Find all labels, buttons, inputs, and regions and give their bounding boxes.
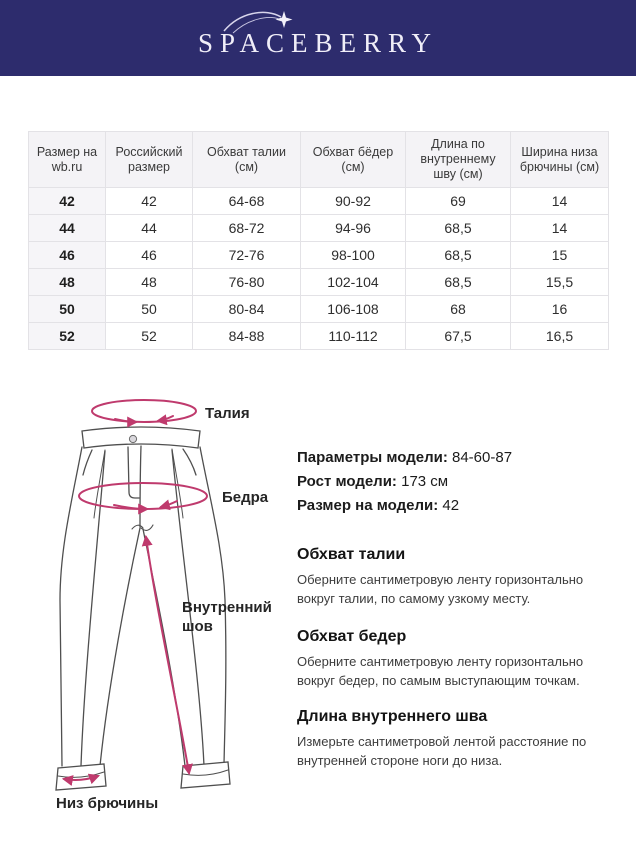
cell-wb-size: 50 [29, 296, 106, 323]
model-params-label: Параметры модели: [297, 449, 448, 466]
table-row [29, 296, 609, 323]
cell-hem-width: 15,5 [511, 269, 609, 296]
table-row [29, 269, 609, 296]
section-title: Обхват талии [297, 546, 406, 563]
inseam-instruction-section [297, 707, 619, 770]
cell-waist: 76-80 [193, 269, 301, 296]
hips-label: Бедра [222, 489, 269, 506]
cell-hips: 102-104 [301, 269, 406, 296]
col-header-hips: Обхват бёдер (см) [301, 132, 406, 188]
hem-label: Низ брючины [56, 795, 159, 812]
section-text: Измерьте сантиметровой лентой расстояние по внутренней стороне ноги до низа. [297, 734, 587, 768]
cell-wb-size: 42 [29, 188, 106, 215]
cell-hem-width: 16 [511, 296, 609, 323]
cell-ru-size: 46 [106, 242, 193, 269]
model-size-value: 42 [442, 497, 460, 514]
measurement-info-column [297, 446, 619, 770]
model-height-value: 173 см [401, 473, 449, 490]
cell-waist: 72-76 [193, 242, 301, 269]
table-row [29, 215, 609, 242]
model-height-label: Рост модели: [297, 473, 397, 490]
cell-inseam: 69 [406, 188, 511, 215]
cell-inseam: 68,5 [406, 269, 511, 296]
section-title: Длина внутреннего шва [297, 708, 488, 725]
section-text: Оберните сантиметровую ленту горизонтально вокруг бедер, по самым выступающим точкам. [297, 654, 584, 688]
waist-label: Талия [205, 405, 250, 422]
cell-waist: 64-68 [193, 188, 301, 215]
size-table [28, 131, 609, 350]
cell-inseam: 68,5 [406, 215, 511, 242]
cell-hips: 90-92 [301, 188, 406, 215]
brand-logo [198, 18, 438, 59]
brand-logo-text: SPACEBERRY [197, 27, 439, 58]
cell-hips: 106-108 [301, 296, 406, 323]
cell-hem-width: 14 [511, 215, 609, 242]
hips-instruction-section [297, 627, 619, 690]
cell-wb-size: 48 [29, 269, 106, 296]
cell-wb-size: 44 [29, 215, 106, 242]
cell-wb-size: 52 [29, 323, 106, 350]
inseam-label: Внутренний шов [182, 599, 272, 635]
section-text: Оберните сантиметровую ленту горизонтально вокруг талии, по самому узкому месту. [297, 572, 584, 606]
cell-waist: 80-84 [193, 296, 301, 323]
cell-hem-width: 14 [511, 188, 609, 215]
cell-ru-size: 42 [106, 188, 193, 215]
model-params-line [297, 446, 619, 470]
cell-ru-size: 48 [106, 269, 193, 296]
cell-hem-width: 16,5 [511, 323, 609, 350]
model-height-line [297, 470, 619, 494]
cell-hips: 94-96 [301, 215, 406, 242]
cell-wb-size: 46 [29, 242, 106, 269]
col-header-hem-width: Ширина низа брючины (см) [511, 132, 609, 188]
size-table-header-row [29, 132, 609, 188]
cell-inseam: 67,5 [406, 323, 511, 350]
cell-inseam: 68,5 [406, 242, 511, 269]
table-row [29, 188, 609, 215]
table-row [29, 323, 609, 350]
table-row [29, 242, 609, 269]
cell-waist: 68-72 [193, 215, 301, 242]
col-header-wb-size: Размер на wb.ru [29, 132, 106, 188]
cell-ru-size: 52 [106, 323, 193, 350]
cell-waist: 84-88 [193, 323, 301, 350]
cell-hips: 110-112 [301, 323, 406, 350]
cell-hips: 98-100 [301, 242, 406, 269]
col-header-ru-size: Российский размер [106, 132, 193, 188]
model-size-label: Размер на модели: [297, 497, 439, 514]
cell-ru-size: 44 [106, 215, 193, 242]
waist-instruction-section [297, 545, 619, 608]
brand-banner [0, 0, 636, 76]
model-params-value: 84-60-87 [452, 449, 513, 466]
col-header-inseam: Длина по внутреннему шву (см) [406, 132, 511, 188]
col-header-waist: Обхват талии (см) [193, 132, 301, 188]
cell-hem-width: 15 [511, 242, 609, 269]
cell-ru-size: 50 [106, 296, 193, 323]
model-size-line [297, 494, 619, 518]
section-title: Обхват бедер [297, 628, 407, 645]
cell-inseam: 68 [406, 296, 511, 323]
